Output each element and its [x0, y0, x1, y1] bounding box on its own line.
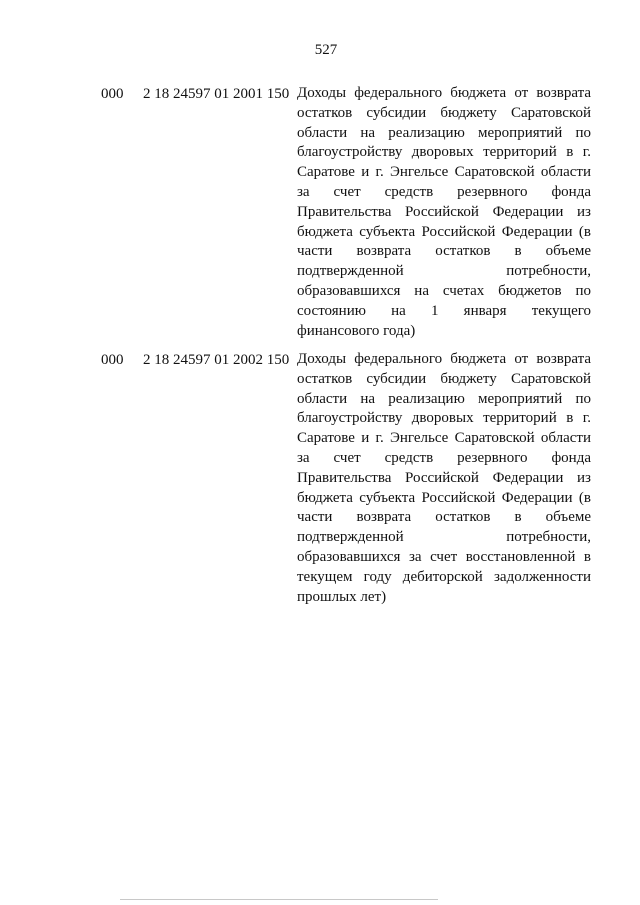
page-number: 527: [314, 42, 338, 58]
scan-edge-line: [120, 899, 438, 900]
entry-description: Доходы федерального бюджета от возврата остатков субсидии бюджету Саратовской области на реализацию мероприятий по благоустройству дворовых территорий в г. Саратове и г. Энгельсе Саратовской области за счет средств резервного фонда Правительства Российской Федерации из бюджета субъекта Российской Федерации (в части возврата остатков в объеме подтвержденной потребности, образовавшихся за счет восстановленной в текущем году дебиторской задолженности прошлых лет): [297, 351, 591, 605]
budget-classification-code: 2 18 24597 01 2001 150: [143, 86, 290, 102]
admin-code: 000: [101, 352, 124, 368]
entry-description: Доходы федерального бюджета от возврата остатков субсидии бюджету Саратовской области на реализацию мероприятий по благоустройству дворовых территорий в г. Саратове и г. Энгельсе Саратовской области за счет средств резервного фонда Правительства Российской Федерации из бюджета субъекта Российской Федерации (в части возврата остатков в объеме подтвержденной потребности, образовавшихся на счетах бюджетов по состоянию на 1 января текущего финансового года): [297, 85, 591, 339]
admin-code: 000: [101, 86, 124, 102]
budget-classification-code: 2 18 24597 01 2002 150: [143, 352, 290, 368]
